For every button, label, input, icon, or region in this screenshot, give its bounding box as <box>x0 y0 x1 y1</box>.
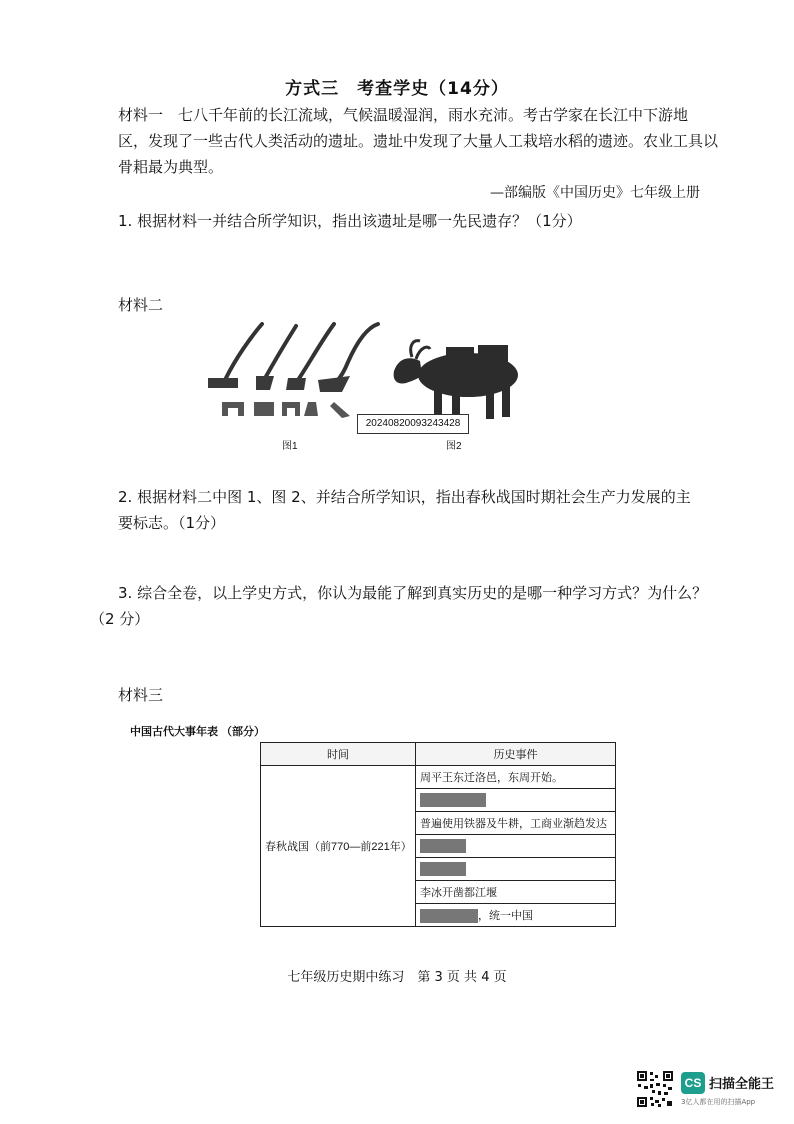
material-one-line3: 骨耜最为典型。 <box>118 158 224 176</box>
event-cell-2 <box>416 789 616 812</box>
ox-leg-4 <box>502 387 510 417</box>
event-cell-7-text: ，统一中国 <box>478 909 533 922</box>
event-cell-5 <box>416 858 616 881</box>
page-footer: 七年级历史期中练习 第 3 页 共 4 页 <box>287 970 507 985</box>
question-2-line2: 要标志。（1分） <box>118 514 226 532</box>
plough-head <box>318 376 350 392</box>
tool-piece-1 <box>222 402 244 416</box>
figure-1-caption: 图1 <box>282 441 298 452</box>
question-3 <box>90 580 740 632</box>
material-one-line2: 区，发现了一些古代人类活动的遗址。遗址中发现了大量人工栽培水稻的遗迹。农业工具以 <box>118 132 719 150</box>
header-event: 历史事件 <box>416 743 616 766</box>
tool-piece-3 <box>282 402 300 416</box>
ox-saddle-left <box>446 347 474 363</box>
event-cell-1: 周平王东迁洛邑，东周开始。 <box>416 766 616 789</box>
tool-piece-5 <box>330 402 350 418</box>
axe-head <box>256 376 274 390</box>
iron-tools-figure <box>200 318 380 438</box>
redacted-block <box>420 909 478 923</box>
event-cell-7 <box>416 904 616 927</box>
redacted-block <box>420 862 466 876</box>
tool-handle-3 <box>298 324 334 380</box>
material-one <box>118 102 718 180</box>
material-one-source: —部编版《中国历史》七年级上册 <box>490 185 700 201</box>
ox-saddle-right <box>478 345 508 363</box>
section-title: 方式三 考查学史（14分） <box>285 79 509 99</box>
question-2 <box>118 484 738 536</box>
camscanner-name: 扫描全能王 <box>709 1077 775 1092</box>
qr-code-icon <box>636 1070 674 1108</box>
tool-handle-1 <box>226 324 262 378</box>
tool-piece-2 <box>254 402 274 416</box>
camscanner-tagline: 3亿人都在用的扫描App <box>681 1098 756 1106</box>
timeline-table-title: 中国古代大事年表 （部分） <box>130 726 266 738</box>
era-cell: 春秋战国（前770—前221年） <box>261 766 416 927</box>
tool-piece-4 <box>304 402 318 416</box>
question-3-line1: 3. 综合全卷，以上学史方式，你认为最能了解到真实历史的是哪一种学习方式？为什么？ <box>118 584 708 602</box>
material-three-label: 材料三 <box>118 686 164 704</box>
scan-stamp: 20240820093243428 <box>357 414 469 434</box>
ox-horn-2 <box>416 347 430 359</box>
ox-leg-3 <box>486 391 494 419</box>
spade-head <box>286 378 306 390</box>
event-cell-6: 李冰开凿都江堰 <box>416 881 616 904</box>
material-one-line1: 材料一 七八千年前的长江流域，气候温暖湿润，雨水充沛。考古学家在长江中下游地 <box>118 106 689 124</box>
question-1: 1. 根据材料一并结合所学知识，指出该遗址是哪一先民遗存？（1分） <box>118 212 582 230</box>
tool-handle-4 <box>336 324 378 382</box>
figure-2-caption: 图2 <box>446 441 462 452</box>
event-cell-4 <box>416 835 616 858</box>
hoe-head <box>208 378 238 388</box>
table-header-row <box>261 743 616 766</box>
event-cell-3: 普遍使用铁器及牛耕，工商业渐趋发达 <box>416 812 616 835</box>
table-row <box>261 766 616 789</box>
redacted-block <box>420 839 466 853</box>
tool-handle-2 <box>264 326 296 380</box>
material-two-label: 材料二 <box>118 296 164 314</box>
header-time: 时间 <box>261 743 416 766</box>
camscanner-logo-icon: CS <box>681 1072 705 1094</box>
question-2-line1: 2. 根据材料二中图 1、图 2、并结合所学知识，指出春秋战国时期社会生产力发展的主 <box>118 488 691 506</box>
ox-head <box>394 358 422 383</box>
redacted-block <box>420 793 486 807</box>
question-3-line2: （2 分） <box>90 610 150 628</box>
timeline-table <box>260 742 616 927</box>
